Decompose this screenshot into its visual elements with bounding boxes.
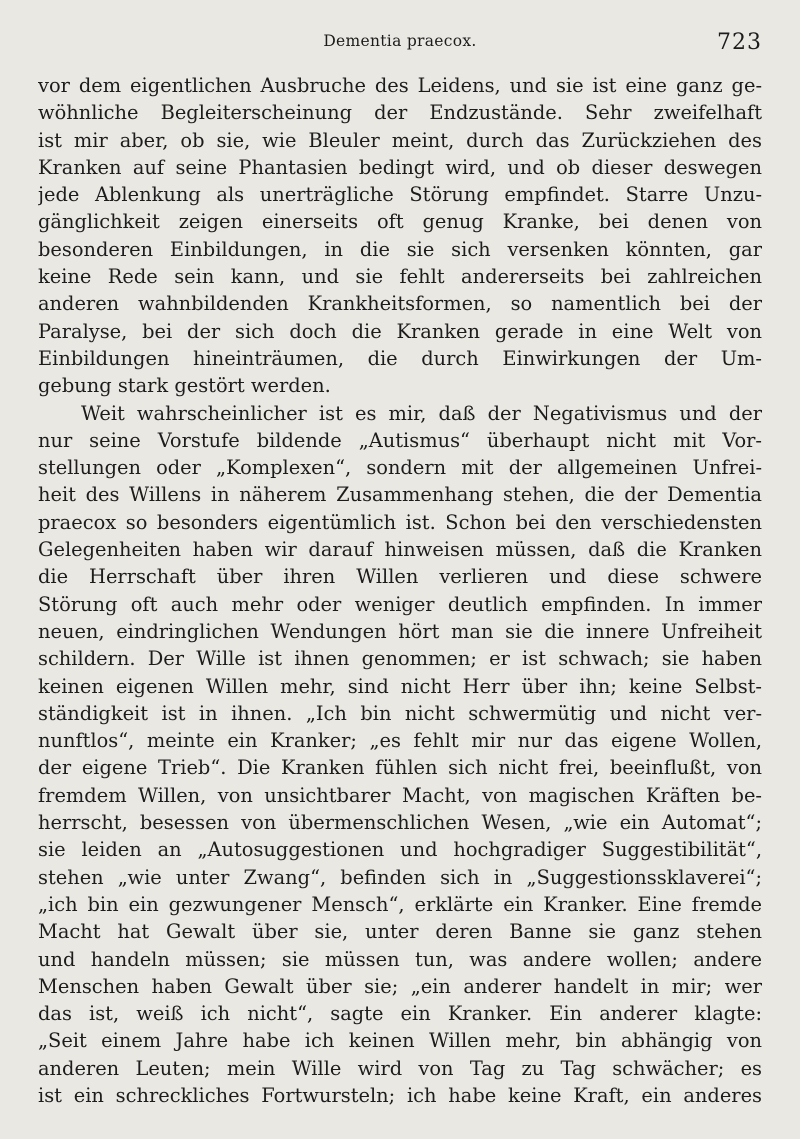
body-text bbox=[38, 72, 762, 1109]
text-line: wöhnliche Begleiterscheinung der Endzustände. Sehr zweifelhaft bbox=[38, 101, 762, 125]
text-line: heit des Willens in näherem Zusammenhang stehen, die der Dementia bbox=[38, 483, 762, 507]
text-line: der eigene Trieb“. Die Kranken fühlen sich nicht frei, beeinflußt, von bbox=[38, 756, 762, 780]
text-line: die Herrschaft über ihren Willen verlieren und diese schwere bbox=[38, 565, 762, 589]
running-title: Dementia praecox. bbox=[323, 32, 477, 50]
text-line: gänglichkeit zeigen einerseits oft genug Kranke, bei denen von bbox=[38, 210, 762, 234]
text-line: ist ein schreckliches Fortwursteln; ich habe keine Kraft, ein anderes bbox=[38, 1083, 762, 1107]
text-line: Gelegenheiten haben wir darauf hinweisen müssen, daß die Kranken bbox=[38, 538, 762, 562]
text-line: ist mir aber, ob sie, wie Bleuler meint, durch das Zurückziehen des bbox=[38, 128, 762, 152]
text-line: praecox so besonders eigentümlich ist. Schon bei den verschiedensten bbox=[38, 510, 762, 534]
text-line: fremdem Willen, von unsichtbarer Macht, von magischen Kräften be- bbox=[38, 783, 762, 807]
text-line: Menschen haben Gewalt über sie; „ein anderer handelt in mir; wer bbox=[38, 974, 762, 998]
text-line: keinen eigenen Willen mehr, sind nicht Herr über ihn; keine Selbst- bbox=[38, 674, 762, 698]
text-line: Kranken auf seine Phantasien bedingt wird, und ob dieser deswegen bbox=[38, 155, 762, 179]
text-line: neuen, eindringlichen Wendungen hört man sie die innere Unfreiheit bbox=[38, 619, 762, 643]
text-line: Einbildungen hineinträumen, die durch Einwirkungen der Um- bbox=[38, 346, 762, 370]
text-line: Paralyse, bei der sich doch die Kranken gerade in eine Welt von bbox=[38, 319, 762, 343]
text-line: stehen „wie unter Zwang“, befinden sich in „Suggestionssklaverei“; bbox=[38, 865, 762, 889]
text-line: und handeln müssen; sie müssen tun, was andere wollen; andere bbox=[38, 947, 762, 971]
text-line: sie leiden an „Autosuggestionen und hochgradiger Suggestibilität“, bbox=[38, 838, 762, 862]
text-line: „ich bin ein gezwungener Mensch“, erklärte ein Kranker. Eine fremde bbox=[38, 892, 762, 916]
page-number: 723 bbox=[717, 30, 762, 55]
text-line: vor dem eigentlichen Ausbruche des Leidens, und sie ist eine ganz ge- bbox=[38, 74, 762, 97]
text-line: ständigkeit ist in ihnen. „Ich bin nicht schwermütig und nicht ver- bbox=[38, 701, 762, 725]
text-line: das ist, weiß ich nicht“, sagte ein Kranker. Ein anderer klagte: bbox=[38, 1002, 762, 1026]
text-line: Weit wahrscheinlicher ist es mir, daß der Negativismus und der bbox=[81, 401, 762, 425]
text-line: gebung stark gestört werden. bbox=[38, 374, 331, 398]
text-line: herrscht, besessen von übermenschlichen Wesen, „wie ein Automat“; bbox=[38, 811, 762, 835]
page-header bbox=[38, 30, 762, 60]
text-line: anderen Leuten; mein Wille wird von Tag zu Tag schwächer; es bbox=[38, 1056, 762, 1080]
text-line: nur seine Vorstufe bildende „Autismus“ überhaupt nicht mit Vor- bbox=[38, 428, 762, 452]
text-line: nunftlos“, meinte ein Kranker; „es fehlt mir nur das eigene Wollen, bbox=[38, 729, 762, 753]
text-line: keine Rede sein kann, und sie fehlt andererseits bei zahlreichen bbox=[38, 265, 762, 289]
text-line: anderen wahnbildenden Krankheitsformen, so namentlich bei der bbox=[38, 292, 762, 316]
text-line: Störung oft auch mehr oder weniger deutlich empfinden. In immer bbox=[38, 592, 762, 616]
text-line: besonderen Einbildungen, in die sie sich versenken könnten, gar bbox=[38, 237, 762, 261]
text-line: Macht hat Gewalt über sie, unter deren Banne sie ganz stehen bbox=[38, 920, 762, 944]
text-line: jede Ablenkung als unerträgliche Störung empfindet. Starre Unzu- bbox=[38, 183, 762, 207]
text-line: schildern. Der Wille ist ihnen genommen; er ist schwach; sie haben bbox=[38, 647, 762, 671]
text-line: „Seit einem Jahre habe ich keinen Willen mehr, bin abhängig von bbox=[38, 1029, 762, 1053]
text-line: stellungen oder „Komplexen“, sondern mit der allgemeinen Unfrei- bbox=[38, 456, 762, 480]
